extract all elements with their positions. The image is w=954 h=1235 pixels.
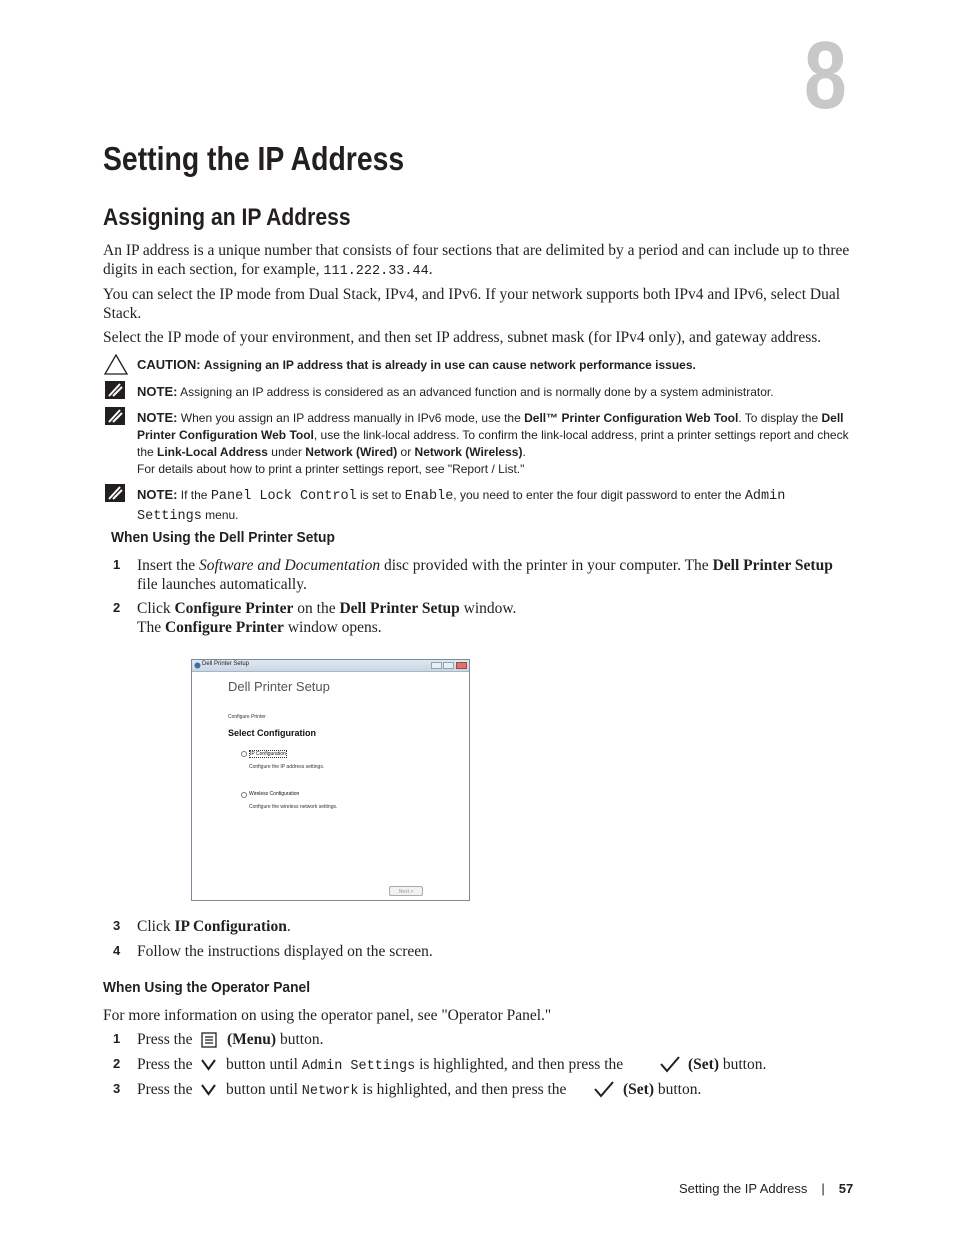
dell-printer-setup-window bbox=[191, 659, 470, 901]
set-checkmark-icon bbox=[659, 1055, 681, 1074]
operator-panel-intro: For more information on using the operator panel, see "Operator Panel." bbox=[103, 1007, 552, 1024]
close-button[interactable] bbox=[456, 662, 467, 669]
maximize-button[interactable] bbox=[443, 662, 454, 669]
minimize-button[interactable] bbox=[431, 662, 442, 669]
menu-button-icon bbox=[201, 1032, 217, 1048]
wireless-configuration-label[interactable]: Wireless Configuration bbox=[249, 791, 300, 797]
chapter-number: 8 bbox=[804, 22, 847, 129]
window-title: Dell Printer Setup bbox=[202, 661, 250, 667]
note-icon bbox=[105, 407, 125, 425]
step-text: button until Network is highlighted, and then press the bbox=[226, 1081, 567, 1099]
step-text: Follow the instructions displayed on the screen. bbox=[137, 943, 433, 960]
caution-icon bbox=[104, 354, 128, 375]
step-text: Press the bbox=[137, 1056, 193, 1073]
section-title: Assigning an IP Address bbox=[103, 204, 351, 231]
set-checkmark-icon bbox=[593, 1080, 615, 1099]
step-text: (Menu) button. bbox=[227, 1031, 324, 1048]
note-2: NOTE: When you assign an IP address manually in IPv6 mode, use the Dell™ Printer Configuration Web Tool. To display the Dell Printer Configuration Web Tool, use the link-local address. To confirm the link-local address, print a printer settings report and check the Link-Local Address under Network (Wired) or Network (Wireless). For details about how to print a printer settings report, see "Report / List." bbox=[137, 410, 849, 476]
step-number: 2 bbox=[113, 1056, 121, 1071]
page-footer bbox=[679, 1181, 853, 1196]
app-title: Dell Printer Setup bbox=[228, 679, 330, 694]
down-arrow-button-icon bbox=[200, 1058, 217, 1071]
section-heading-operator-panel: When Using the Operator Panel bbox=[103, 979, 311, 996]
step-number: 4 bbox=[113, 943, 121, 958]
next-button[interactable]: Next > bbox=[389, 886, 423, 896]
step-text: (Set) button. bbox=[623, 1081, 702, 1098]
intro-paragraph-1: An IP address is a unique number that consists of four sections that are delimited by a period and can include up to three digits in each section, for example, 111.222.33.44. bbox=[103, 242, 850, 279]
footer-separator: | bbox=[821, 1181, 825, 1196]
down-arrow-button-icon bbox=[200, 1083, 217, 1096]
app-icon bbox=[194, 662, 201, 669]
step-text: button until Admin Settings is highlighted, and then press the bbox=[226, 1056, 624, 1074]
step-number: 3 bbox=[113, 1081, 121, 1096]
step-text: Press the bbox=[137, 1031, 193, 1048]
note-1: NOTE: Assigning an IP address is considered as an advanced function and is normally done by a system administrator. bbox=[137, 384, 774, 399]
ip-configuration-radio[interactable] bbox=[241, 751, 247, 757]
note-icon bbox=[105, 484, 125, 502]
note-3: NOTE: If the Panel Lock Control is set to Enable, you need to enter the four digit password to enter the Admin Settings menu. bbox=[137, 487, 786, 524]
caution-note: CAUTION: Assigning an IP address that is already in use can cause network performance issues. bbox=[137, 357, 696, 372]
page-number: 57 bbox=[838, 1181, 854, 1196]
intro-paragraph-2: You can select the IP mode from Dual Stack, IPv4, and IPv6. If your network supports both IPv4 and IPv6, select Dual Stack. bbox=[103, 286, 840, 322]
step-number: 1 bbox=[113, 1031, 121, 1046]
wireless-configuration-description: Configure the wireless network settings. bbox=[249, 804, 338, 810]
ip-configuration-label[interactable]: IP Configuration bbox=[250, 751, 286, 757]
page-title: Setting the IP Address bbox=[103, 140, 405, 177]
step-text: (Set) button. bbox=[688, 1056, 767, 1073]
ip-configuration-description: Configure the IP address settings. bbox=[249, 764, 325, 770]
note-icon bbox=[105, 381, 125, 399]
step-text: Click IP Configuration. bbox=[137, 918, 291, 935]
footer-section-name: Setting the IP Address bbox=[679, 1181, 808, 1196]
step-number: 2 bbox=[113, 600, 121, 615]
window-titlebar bbox=[192, 660, 469, 672]
select-configuration-heading: Select Configuration bbox=[228, 728, 317, 738]
wireless-configuration-radio[interactable] bbox=[241, 792, 247, 798]
step-number: 1 bbox=[113, 557, 121, 572]
step-number: 3 bbox=[113, 918, 121, 933]
breadcrumb: Configure Printer bbox=[228, 714, 266, 720]
step-text: Click Configure Printer on the Dell Printer Setup window. The Configure Printer window opens. bbox=[137, 600, 517, 636]
step-text: Press the bbox=[137, 1081, 193, 1098]
step-text: Insert the Software and Documentation disc provided with the printer in your computer. The Dell Printer Setup file launches automatically. bbox=[137, 557, 833, 593]
section-heading-dell-printer-setup: When Using the Dell Printer Setup bbox=[111, 529, 335, 546]
intro-paragraph-3: Select the IP mode of your environment, and then set IP address, subnet mask (for IPv4 only), and gateway address. bbox=[103, 329, 822, 346]
